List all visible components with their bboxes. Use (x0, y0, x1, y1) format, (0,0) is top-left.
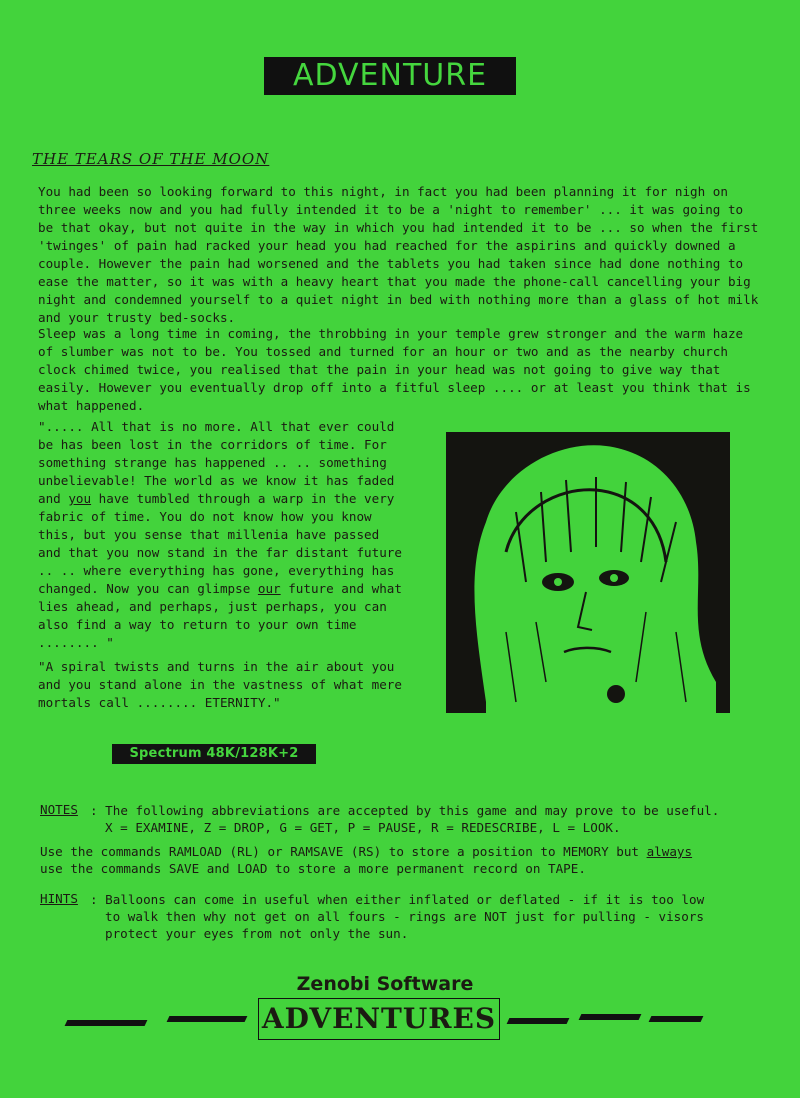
save-line-2: use the commands SAVE and LOAD to store a more permanent record on TAPE. (40, 861, 586, 876)
save-line-1 (40, 843, 692, 860)
story-quote-1 (38, 418, 408, 652)
quote-text: have tumbled through a warp in the very fabric of time. You do not know how you know this, but you sense that millenia have passed and that you now stand in the far distant future .. .. where everything has gone, everything has changed. Now you can glimpse (38, 491, 402, 596)
quote-underlined-you: you (68, 491, 92, 506)
hints-label: HINTS (40, 891, 78, 906)
hints-line-3: protect your eyes from not only the sun. (105, 926, 409, 941)
platform-badge: Spectrum 48K/128K+2 (112, 744, 316, 764)
quote-text: "..... All that is no more. All that ever could be has been lost in the corridors of time. For something strange has happened .. .. something unbelievable! The world as we know it has faded and (38, 419, 395, 506)
hints-line-1: : Balloons can come in useful when either inflated or deflated - if it is too low (90, 892, 705, 907)
logo-dash-decoration (649, 1016, 704, 1022)
logo-dash-decoration (579, 1014, 642, 1020)
logo-dash-decoration (65, 1020, 148, 1026)
notes-line-2: X = EXAMINE, Z = DROP, G = GET, P = PAUSE, R = REDESCRIBE, L = LOOK. (105, 820, 621, 835)
character-portrait-icon (446, 432, 730, 713)
adventure-subtitle: THE TEARS OF THE MOON (32, 150, 270, 168)
hints-line-2: to walk then why not get on all fours - rings are NOT just for pulling - visors (105, 909, 704, 924)
notes-label: NOTES (40, 802, 78, 817)
quote-text: future and what lies ahead, and perhaps, just perhaps, you can also find a way to return to your own time ........ " (38, 581, 402, 650)
quote-underlined-our: our (257, 581, 281, 596)
logo-dash-decoration (507, 1018, 570, 1024)
company-name: Zenobi Software (296, 973, 474, 995)
save-text: Use the commands RAMLOAD (RL) or RAMSAVE (RS) to store a position to MEMORY but (40, 844, 647, 859)
adventures-logo: ADVENTURES (258, 998, 500, 1040)
save-underlined-always: always (646, 844, 693, 859)
notes-line-1: : The following abbreviations are accepted by this game and may prove to be useful. (90, 803, 720, 818)
story-paragraph-2: Sleep was a long time in coming, the throbbing in your temple grew stronger and the warm haze of slumber was not to be. You tossed and turned for an hour or two and as the nearby church clock chimed twice, you realised that the pain in your head was not going to give way that easily. However you eventually drop off into a fitful sleep .... or at least you think that is what happened. (38, 326, 751, 413)
character-illustration (446, 432, 730, 713)
story-paragraph-1: You had been so looking forward to this night, in fact you had been planning it for nigh on three weeks now and you had fully intended it to be a 'night to remember' ... it was going to be that okay, but not quite in the way in which you had intended it to be ... so when the first 'twinges' of pain had racked your head you had reached for the aspirins and quickly downed a couple. However the pain had worsened and the tablets you had taken since had done nothing to ease the matter, so it was with a heavy heart that you made the phone-call cancelling your big night and condemned yourself to a quiet night in bed with nothing more than a glass of hot milk and your trusty bed-socks. (38, 184, 759, 325)
logo-dash-decoration (167, 1016, 248, 1022)
story-quote-2: "A spiral twists and turns in the air about you and you stand alone in the vastness of what mere mortals call ........ ETERNITY." (38, 659, 402, 710)
page-title: ADVENTURE (264, 57, 516, 95)
